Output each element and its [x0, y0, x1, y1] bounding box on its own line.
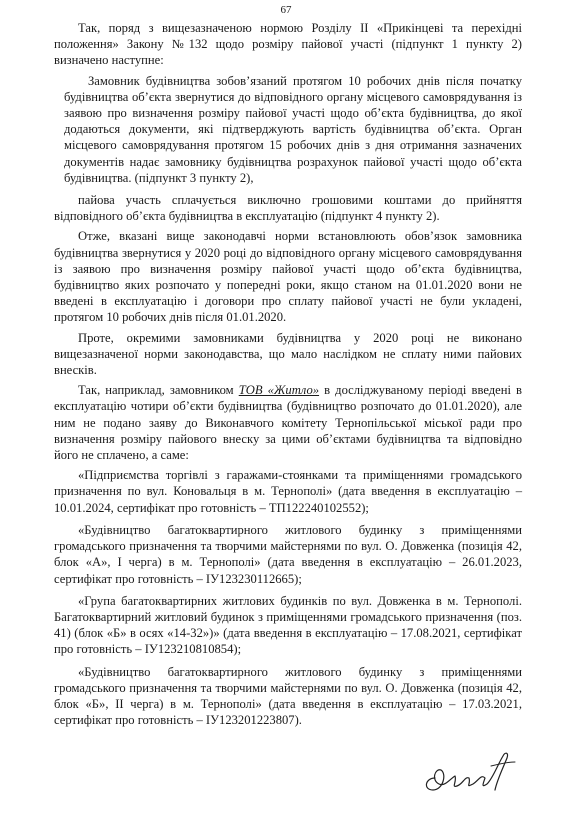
paragraph-law-quote: Замовник будівництва зобов’язаний протягом 10 робочих днів після початку будівництва об’єкта звернутися до відповідного органу місцевого самоврядування із заявою про визначення розміру пайової участі щодо об’єкта будівництва, до якої додаються документи, які підтверджують вартість будівництва об’єкта. Орган місцевого самоврядування протягом 15 робочих днів з дня отримання зазначених документів надає замовнику будівництва розрахунок пайової участі щодо об’єкта будівництва. (підпункт 3 пункту 2),: [64, 73, 522, 185]
example-text-before: Так, наприклад, замовником: [78, 383, 239, 398]
paragraph-payment-rule: пайова участь сплачується виключно грошовими коштами до прийняття відповідного об’єкта будівництва в експлуатацію (підпункт 4 пункту 2).: [54, 193, 522, 224]
paragraph-example: [54, 382, 522, 463]
example-text-after: в досліджуваному періоді введені в експлуатацію чотири об’єкти будівництва (будівництво розпочато до 01.01.2020), але ним не подано заяву до Виконавчого комітету Тернопільської міської ради про визначення розміру пайового внеску за цими об’єктами будівництва та відповідно його не сплачено, а саме:: [54, 383, 523, 463]
page-number: 67: [280, 4, 292, 16]
object-item: «Будівництво багатоквартирного житлового будинку з приміщеннями громадського призначення та творчими майстернями по вул. О. Довженка (позиція 42, блок «А», І черга) в м. Тернополі» (дата введення в експлуатацію – 26.01.2023, сертифікат про готовність – ІУ123230112665);: [54, 522, 522, 586]
page-body: [54, 20, 522, 734]
object-item: «Група багатоквартирних житлових будинків по вул. Довженка в м. Тернополі. Багатоквартирний житловий будинок з приміщеннями громадського призначення (поз. 41) (блок «Б» в осях «14-32»)» (дата введення в експлуатацію – 17.08.2021, сертифікат про готовність – ІУ123210810854);: [54, 593, 522, 657]
paragraph-intro: Так, поряд з вищезазначеною нормою Розділу ІІ «Прикінцеві та перехідні положення» Закону №132 щодо розміру пайової участі (підпункт 1 пункту 2) визначено наступне:: [54, 21, 522, 68]
paragraph-violation: Проте, окремими замовниками будівництва у 2020 році не виконано вищезазначеної норми законодавства, що мало наслідком не сплату ними пайових внесків.: [54, 330, 522, 378]
handwritten-signature: [421, 748, 521, 796]
company-name: ТОВ «Житло»: [238, 383, 320, 398]
paragraph-conclusion: Отже, вказані вище законодавчі норми встановлюють обов’язок замовника будівництва звернутися у 2020 році до відповідного органу місцевого самоврядування із заявою про визначення розміру пайової участі щодо об’єкта будівництва, будівництво яких розпочато у попередні роки, якщо станом на 01.01.2020 вони не введені в експлуатацію і договори про сплату пайової участі не були укладені, протягом 10 робочих днів після 01.01.2020.: [54, 229, 522, 325]
object-item: «Будівництво багатоквартирного житлового будинку з приміщеннями громадського призначення та творчими майстернями по вул. О. Довженка (позиція 42, блок «Б», ІІ черга) в м. Тернополі» (дата введення в експлуатацію – 17.03.2021, сертифікат про готовність – ІУ123201223807).: [54, 664, 522, 728]
object-item: «Підприємства торгівлі з гаражами-стоянками та приміщеннями громадського призначення по вул. Коновальця в м. Тернополі» (дата введення в експлуатацію – 10.01.2024, сертифікат про готовність – ТП122240102552);: [54, 468, 522, 515]
